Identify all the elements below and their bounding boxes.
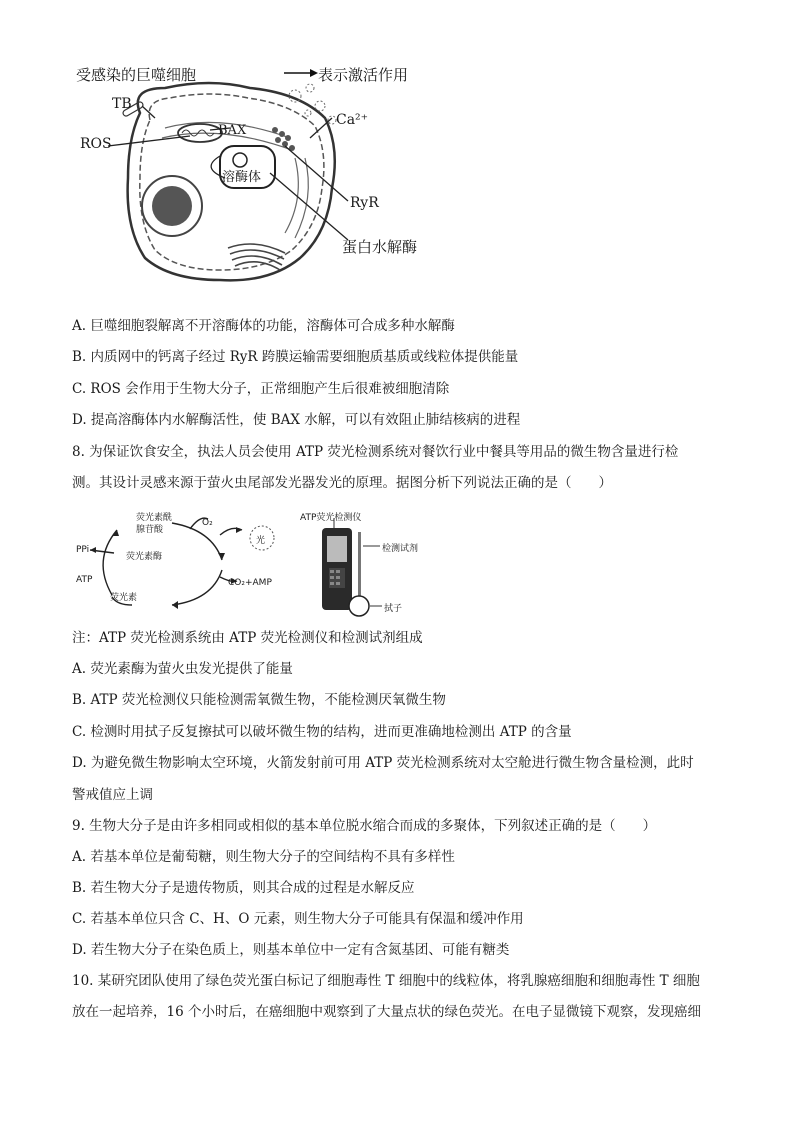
q8-option-c: C. 检测时用拭子反复擦拭可以破坏微生物的结构，进而更准确地检测出 ATP 的含量 [72, 724, 572, 740]
label-ppi: PPi [76, 545, 90, 555]
q8-stem-line2: 测。其设计灵感来源于萤火虫尾部发光器发光的原理。据图分析下列说法正确的是（ ） [72, 475, 612, 491]
label-swab: 拭子 [384, 604, 403, 614]
figure1-title: 受感染的巨噬细胞 [76, 66, 197, 84]
label-adenylate: 腺苷酸 [136, 525, 164, 535]
q7-option-d: D. 提高溶酶体内水解酶活性，使 BAX 水解，可以有效阻止肺结核病的进程 [72, 412, 521, 428]
label-light: 光 [256, 536, 266, 546]
q9-option-d: D. 若生物大分子在染色质上，则基本单位中一定有含氮基团、可能有糖类 [72, 942, 510, 958]
label-enzyme: 荧光素酶 [126, 552, 163, 562]
q7-option-a: A. 巨噬细胞裂解离不开溶酶体的功能，溶酶体可合成多种水解酶 [72, 318, 455, 334]
label-reagent: 检测试剂 [382, 544, 419, 554]
figure1-legend: 表示激活作用 [318, 66, 409, 84]
q8-option-b: B. ATP 荧光检测仪只能检测需氧微生物，不能检测厌氧微生物 [72, 692, 446, 708]
q8-note: 注：ATP 荧光检测系统由 ATP 荧光检测仪和检测试剂组成 [72, 630, 423, 646]
q8-option-a: A. 荧光素酶为萤火虫发光提供了能量 [72, 661, 293, 677]
luciferase-cycle-diagram [72, 505, 292, 617]
label-lysosome: 溶酶体 [222, 170, 262, 185]
label-co2amp: CO₂+AMP [228, 578, 272, 588]
label-o2: O₂ [202, 518, 213, 528]
label-bax: BAX [218, 123, 247, 138]
label-atp: ATP [76, 575, 93, 585]
label-tb: TB [112, 96, 132, 112]
q10-line2: 放在一起培养，16 个小时后，在癌细胞中观察到了大量点状的绿色荧光。在电子显微镜下观察，发现癌细 [72, 1004, 701, 1020]
q9-option-a: A. 若基本单位是葡萄糖，则生物大分子的空间结构不具有多样性 [72, 849, 455, 865]
q8-option-d-cont: 警戒值应上调 [72, 787, 153, 803]
label-ros: ROS [80, 136, 112, 152]
q7-option-c: C. ROS 会作用于生物大分子，正常细胞产生后很难被细胞清除 [72, 381, 450, 397]
luciferase-cycle-figure [72, 505, 292, 617]
label-ca: Ca²⁺ [336, 112, 369, 128]
q10-line1: 10. 某研究团队使用了绿色荧光蛋白标记了细胞毒性 T 细胞中的线粒体，将乳腺癌细胞和细胞毒性 T 细胞 [72, 973, 700, 989]
label-luciferyl: 荧光素酰 [136, 513, 173, 523]
q7-option-b: B. 内质网中的钙离子经过 RyR 跨膜运输需要细胞质基质或线粒体提供能量 [72, 349, 519, 365]
label-protease: 蛋白水解酶 [342, 238, 418, 256]
label-device: ATP荧光检测仪 [300, 513, 362, 523]
label-ryr: RyR [350, 195, 379, 211]
q9-option-c: C. 若基本单位只含 C、H、O 元素，则生物大分子可能具有保温和缓冲作用 [72, 911, 524, 927]
q8-stem-line1: 8. 为保证饮食安全，执法人员会使用 ATP 荧光检测系统对餐饮行业中餐具等用品的微生物含量进行检 [72, 444, 679, 460]
label-luciferin: 荧光素 [110, 593, 138, 603]
q9-stem: 9. 生物大分子是由许多相同或相似的基本单位脱水缩合而成的多聚体，下列叙述正确的是（ ） [72, 818, 657, 834]
q9-option-b: B. 若生物大分子是遗传物质，则其合成的过程是水解反应 [72, 880, 415, 896]
q8-option-d: D. 为避免微生物影响太空环境，火箭发射前可用 ATP 荧光检测系统对太空舱进行微生物含量检测，此时 [72, 755, 694, 771]
